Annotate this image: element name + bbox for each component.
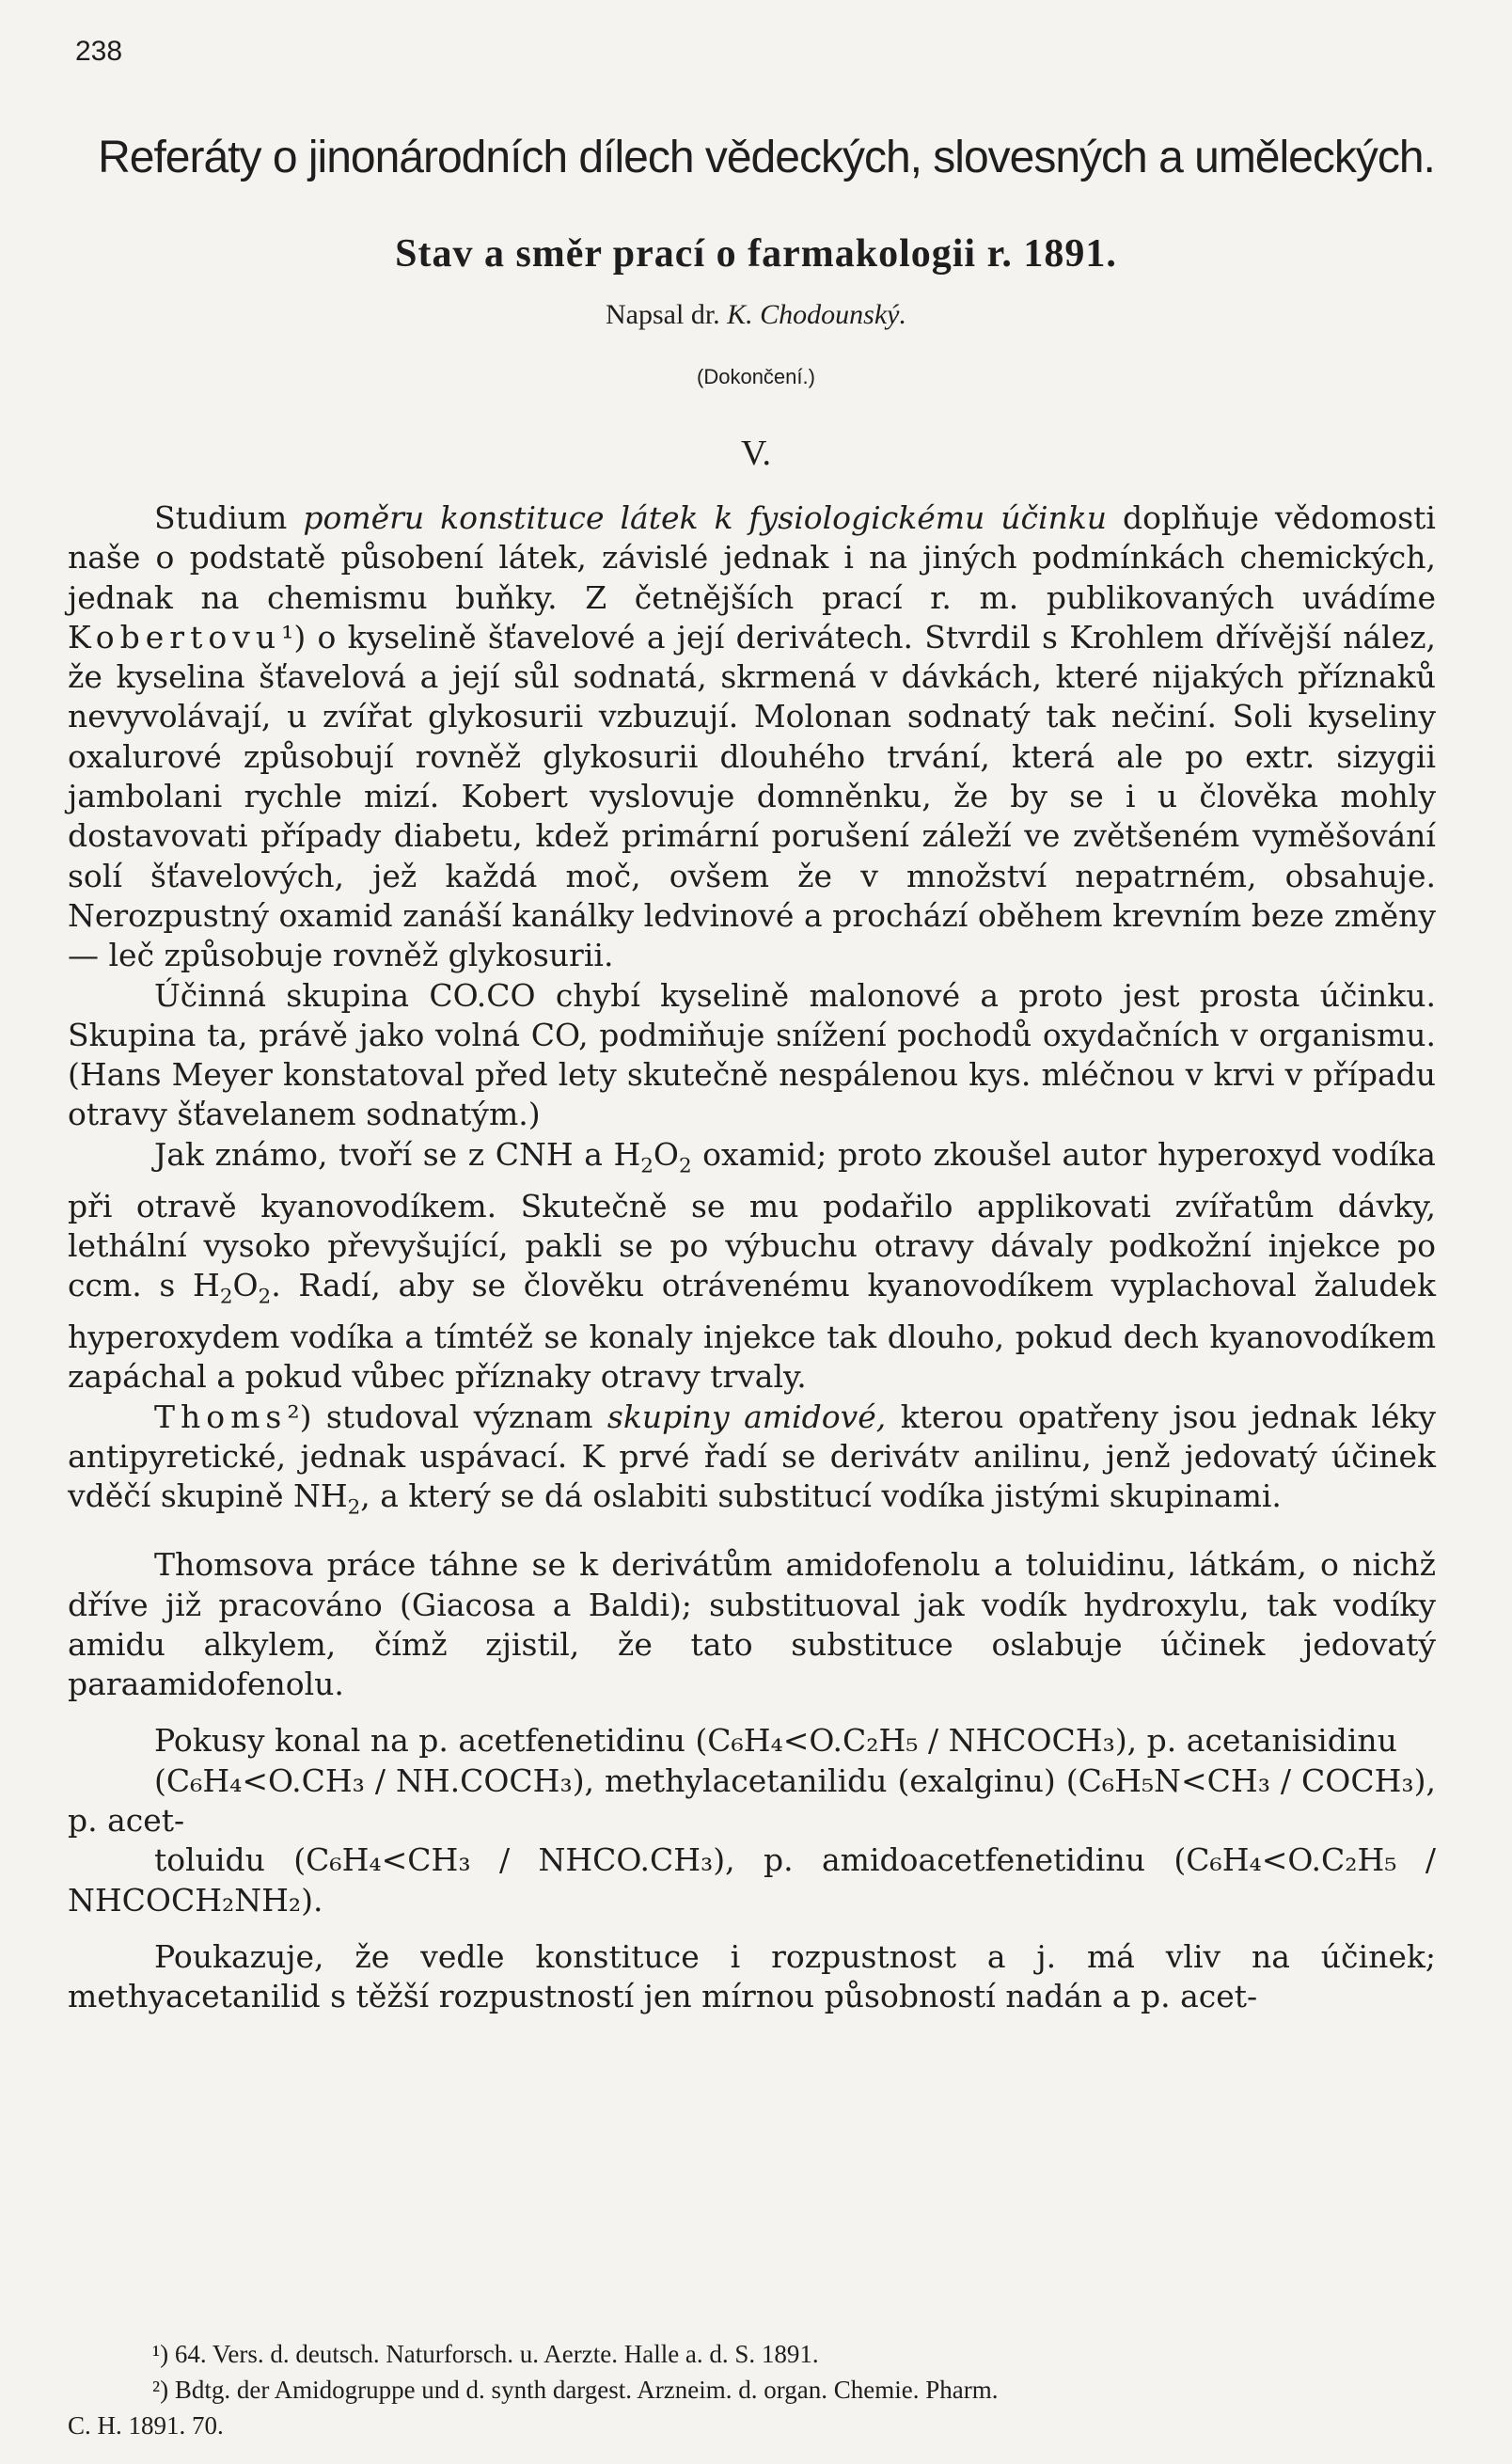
p3-text-a: Jak známo, tvoří se z CNH a H — [154, 1135, 641, 1173]
p3-text-c: oxamid; proto zkoušel autor hyperoxyd vodíka při otravě kyanovodíkem. Skutečně se mu podařilo applikovati zvířatům dávky, lethální vysoko převyšující, pakli se po výbuchu otravy dávaly podkožní injekce po ccm. s H — [68, 1135, 1436, 1304]
f3-text-c: p. amidoacetfenetidinu — [764, 1841, 1145, 1879]
p3-text-e: . Radí, aby se člověku otrávenému kyanovodíkem vyplachoval žaludek hyperoxydem vodíka a tímtéž se konaly injekce tak dlouho, pokud dech kyanovodíkem zapáchal a pokud vůbec příznaky otravy trvaly. — [68, 1267, 1436, 1396]
author-name: K. Chodounský. — [727, 299, 906, 330]
running-head: Referáty o jinonárodních dílech vědeckých, slovesných a uměleckých. — [98, 133, 1435, 182]
formula-line-3: toluidu (C₆H₄<CH₃ / NHCO.CH₃), p. amidoacetfenetidinu (C₆H₄<O.C₂H₅ / NHCOCH₂NH₂). — [68, 1841, 1437, 1919]
section-number: V. — [740, 434, 772, 473]
p1-spaced-name: Kobertovu — [68, 618, 282, 655]
p1-text-a: Studium — [154, 499, 288, 536]
continuation-note: (Dokončení.) — [697, 365, 815, 388]
p4-text-b: ²) studoval význam — [287, 1398, 593, 1435]
formula-acetfenetidin: C₆H₄<O.C₂H₅ / NHCOCH₃ — [707, 1722, 1115, 1760]
paragraph-2: Účinná skupina CO.CO chybí kyselině malonové a proto jest prosta účinku. Skupina ta, právě jako volná CO, podmiňuje snížení pochodů oxydačních v organismu. (Hans Meyer konstatoval před lety skutečně nespálenou kys. mléčnou v krvi v případu otravy šťavelanem sodnatým.) — [68, 976, 1436, 1133]
p1-emphasis: poměru konstituce látek k fysiologickému účinku — [303, 499, 1108, 536]
footnote-1: ¹) 64. Vers. d. deutsch. Naturforsch. u. Aerzte. Halle a. d. S. 1891. — [152, 2340, 819, 2368]
page-number: 238 — [75, 36, 123, 67]
f2-text-d: p. acet- — [68, 1801, 185, 1839]
p4-text-d: kterou opatřeny jsou jednak léky antipyretické, jednak uspávací. K prvé řadí se derivátv anilinu, jenž jedovatý účinek vděčí skupině NH — [68, 1398, 1436, 1515]
f2-text-b: methylacetanilidu (exalginu) — [605, 1761, 1056, 1799]
formula-acettoluid: C₆H₄<CH₃ / NHCO.CH₃ — [306, 1841, 714, 1879]
paragraph-3: Jak známo, tvoří se z CNH a $H_2O_2$ oxamid; proto zkoušel autor hyperoxyd vodíka při otravě kyanovodíkem. Skutečně se mu podařilo applikovati zvířatům dávky, lethální vysoko převyšující, pakli se po výbuchu otravy dávaly podkožní injekce po ccm. s $H_2O_2$. Radí, aby se člověku otrávenému kyanovodíkem vyplachoval žaludek hyperoxydem vodíka a tímtéž se konaly injekce tak dlouho, pokud dech kyanovodíkem zapáchal a pokud vůbec příznaky otravy trvaly. — [68, 1135, 1436, 1396]
paragraph-1 — [68, 498, 1436, 976]
paragraph-4: Thoms²) studoval význam skupiny amidové, kterou opatřeny jsou jednak léky antipyretické, jednak uspávací. K prvé řadí se derivátv anilinu, jenž jedovatý účinek vděčí skupině $NH_2$, a který se dá oslabiti substitucí vodíka jistými skupinami. — [68, 1398, 1436, 1520]
formula-amidoacetfenetidin: C₆H₄<O.C₂H₅ / NHCOCH₂NH₂ — [68, 1841, 1437, 1919]
footnote-2-cont: C. H. 1891. 70. — [68, 2411, 224, 2440]
p4-spaced-name: Thoms — [154, 1398, 288, 1435]
f1-text-c: p. acetanisidinu — [1146, 1722, 1397, 1760]
article-title: Stav a směr prací o farmakologii r. 1891. — [395, 232, 1117, 276]
author-line — [0, 299, 1512, 331]
author-prefix: Napsal dr. — [606, 299, 720, 330]
paragraph-6: Poukazuje, že vedle konstituce i rozpustnost a j. má vliv na účinek; methyacetanilid s těžší rozpustností jen mírnou působností nadán a p. acet- — [68, 1937, 1436, 2015]
footnotes — [68, 2336, 1436, 2443]
formula-exalgin: C₆H₅N<CH₃ / COCH₃ — [1078, 1761, 1414, 1799]
f1-text-a: Pokusy konal na p. acetfenetidinu — [154, 1722, 685, 1760]
footnote-2: ²) Bdtg. der Amidogruppe und d. synth dargest. Arzneim. d. organ. Chemie. Pharm. — [152, 2376, 999, 2404]
p4-emphasis: skupiny amidové, — [606, 1398, 887, 1435]
article-body — [68, 498, 1436, 2016]
f3-text-a: toluidu — [154, 1841, 265, 1879]
p1-text-c: doplňuje vědomosti naše o podstatě působení látek, závislé jednak i na jiných podmínkách chemických, jednak na chemismu buňky. Z četnějších prací r. m. publikovaných uvádíme — [68, 499, 1436, 616]
formula-acetanisidin: C₆H₄<O.CH₃ / NH.COCH₃ — [165, 1761, 573, 1799]
formula-line-2: (C₆H₄<O.CH₃ / NH.COCH₃), methylacetanilidu (exalginu) (C₆H₅N<CH₃ / COCH₃), p. acet- — [68, 1761, 1436, 1839]
p3-text-d: O — [232, 1267, 259, 1304]
p1-text-e: ¹) o kyselině šťavelové a její derivátech. Stvrdil s Krohlem dřívější nález, že kyselina šťavelová a její sůl sodnatá, skrmená v dávkách, které nijakých příznaků nevyvolávají, u zvířat glykosurii vzbuzují. Molonan sodnatý tak nečiní. Soli kyseliny oxalurové způsobují rovněž glykosurii dlouhého trvání, která ale po extr. sizygii jambolani rychle mizí. Kobert vyslovuje domněnku, že by se i u člověka mohly dostavovati případy diabetu, kdež primární porušení záleží ve zvětšeném vyměšování solí šťavelových, jež každá moč, ovšem že v množství nepatrném, obsahuje. Nerozpustný oxamid zanáší kanálky ledvinové a prochází oběhem krevním beze změny — leč způsobuje rovněž glykosurii. — [68, 618, 1436, 974]
formula-line-1: Pokusy konal na p. acetfenetidinu (C₆H₄<O.C₂H₅ / NHCOCH₃), p. acetanisidinu — [154, 1722, 1397, 1760]
paragraph-5: Thomsova práce táhne se k derivátům amidofenolu a toluidinu, látkám, o nichž dříve již pracováno (Giacosa a Baldi); substituoval jak vodík hydroxylu, tak vodíky amidu alkylem, čímž zjistil, že tato substituce oslabuje účinek jedovatý paraamidofenolu. — [68, 1546, 1436, 1703]
p3-text-b: O — [653, 1135, 679, 1173]
p4-text-e: , a který se dá oslabiti substitucí vodíka jistými skupinami. — [360, 1477, 1282, 1515]
